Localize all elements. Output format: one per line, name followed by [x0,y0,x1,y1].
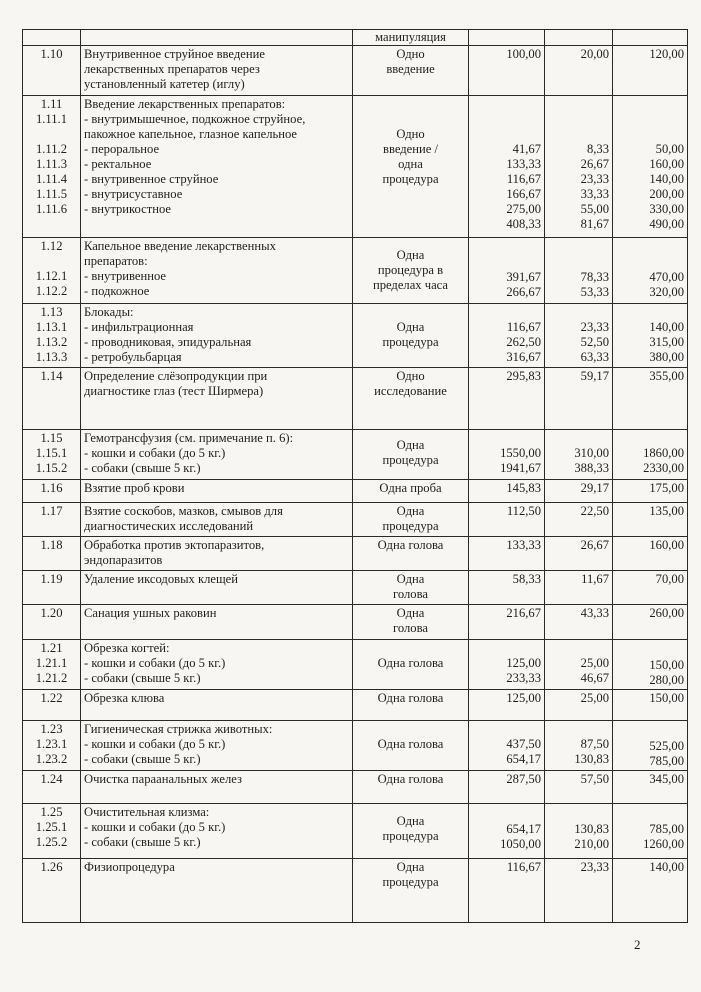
table-row [23,430,688,480]
vat-cell: 25,00 [545,690,613,721]
description-cell: Блокады: - инфильтрационная - проводниковая, эпидуральная - ретробульбарцая [81,304,353,368]
code-cell: 1.13 1.13.1 1.13.2 1.13.3 [23,304,81,368]
total-cell: 135,00 [613,503,688,537]
total-cell: 260,00 [613,605,688,640]
vat-cell: 87,50 130,83 [545,721,613,771]
vat-cell: 23,33 52,50 63,33 [545,304,613,368]
total-cell: 140,00 315,00 380,00 [613,304,688,368]
code-cell: 1.26 [23,859,81,923]
code-cell: 1.15 1.15.1 1.15.2 [23,430,81,480]
code-cell: 1.22 [23,690,81,721]
code-cell: 1.11 1.11.1 1.11.2 1.11.3 1.11.4 1.11.5 1.11.6 [23,96,81,238]
price-cell: 112,50 [469,503,545,537]
price-cell: 287,50 [469,771,545,804]
description-cell: Очистка параанальных желез [81,771,353,804]
vat-cell: 57,50 [545,771,613,804]
total-cell: 525,00 785,00 [613,721,688,771]
vat-cell: 59,17 [545,368,613,430]
price-cell: 437,50 654,17 [469,721,545,771]
code-cell: 1.17 [23,503,81,537]
code-cell: 1.19 [23,571,81,605]
code-cell: 1.25 1.25.1 1.25.2 [23,804,81,859]
unit-cell: Одна проба [353,480,469,503]
total-cell: 160,00 [613,537,688,571]
unit-cell: Одна голова [353,537,469,571]
table-row [23,721,688,771]
total-cell: 70,00 [613,571,688,605]
table-row [23,304,688,368]
table-row [23,571,688,605]
unit-cell: Одна голова [353,571,469,605]
unit-cell: Одна голова [353,640,469,690]
description-cell: Обрезка когтей: - кошки и собаки (до 5 кг.) - собаки (свыше 5 кг.) [81,640,353,690]
vat-cell: 23,33 [545,859,613,923]
total-cell: 175,00 [613,480,688,503]
total-cell: 140,00 [613,859,688,923]
table-row [23,46,688,96]
table-row [23,96,688,238]
unit-cell: Одно исследование [353,368,469,430]
unit-cell: Одна процедура [353,503,469,537]
unit-cell: Одно введение [353,46,469,96]
code-cell: 1.10 [23,46,81,96]
page-number: 2 [634,937,641,952]
price-cell: 116,67 [469,859,545,923]
vat-cell: 22,50 [545,503,613,537]
vat-cell: 310,00 388,33 [545,430,613,480]
description-cell: Введение лекарственных препаратов: - внутримышечное, подкожное струйное, пакожное капельное, глазное капельное - пероральное - ректальное - внутривенное струйное - внутрисуставное - внутрикостное [81,96,353,238]
vat-cell: 78,33 53,33 [545,238,613,304]
description-cell: Внутривенное струйное введение лекарственных препаратов через установленный катетер (иглу) [81,46,353,96]
price-cell: 100,00 [469,46,545,96]
description-cell: Очистительная клизма: - кошки и собаки (до 5 кг.) - собаки (свыше 5 кг.) [81,804,353,859]
price-cell: 125,00 [469,690,545,721]
table-row [23,605,688,640]
vat-cell: 130,83 210,00 [545,804,613,859]
price-cell: 391,67 266,67 [469,238,545,304]
description-cell: Удаление иксодовых клещей [81,571,353,605]
price-cell: 654,17 1050,00 [469,804,545,859]
code-cell: 1.24 [23,771,81,804]
unit-cell: Одна процедура в пределах часа [353,238,469,304]
unit-cell: Одна процедура [353,859,469,923]
price-cell: 133,33 [469,537,545,571]
table-row [23,238,688,304]
price-cell: 125,00 233,33 [469,640,545,690]
table-row [23,804,688,859]
description-cell: Взятие проб крови [81,480,353,503]
price-table [22,29,688,923]
code-cell: 1.20 [23,605,81,640]
table-row [23,368,688,430]
table-row [23,859,688,923]
code-cell: 1.14 [23,368,81,430]
price-cell: 116,67 262,50 316,67 [469,304,545,368]
total-cell: 150,00 280,00 [613,640,688,690]
code-cell: 1.12 1.12.1 1.12.2 [23,238,81,304]
table-row [23,640,688,690]
description-cell: Определение слёзопродукции при диагностике глаз (тест Ширмера) [81,368,353,430]
code-cell: 1.18 [23,537,81,571]
total-cell: 50,00 160,00 140,00 200,00 330,00 490,00 [613,96,688,238]
unit-cell: манипуляция [353,30,469,46]
description-cell: Капельное введение лекарственных препаратов: - внутривенное - подкожное [81,238,353,304]
table-row [23,537,688,571]
total-cell: 470,00 320,00 [613,238,688,304]
description-cell: Обрезка клюва [81,690,353,721]
vat-cell: 8,33 26,67 23,33 33,33 55,00 81,67 [545,96,613,238]
table-row [23,771,688,804]
description-cell: Санация ушных раковин [81,605,353,640]
unit-cell: Одна процедура [353,430,469,480]
vat-cell: 25,00 46,67 [545,640,613,690]
price-cell: 58,33 [469,571,545,605]
price-cell: 295,83 [469,368,545,430]
vat-cell: 29,17 [545,480,613,503]
table-row [23,503,688,537]
price-cell: 1550,00 1941,67 [469,430,545,480]
code-cell: 1.16 [23,480,81,503]
unit-cell: Одна голова [353,771,469,804]
table-row [23,480,688,503]
code-cell: 1.21 1.21.1 1.21.2 [23,640,81,690]
code-cell: 1.23 1.23.1 1.23.2 [23,721,81,771]
unit-cell: Одно введение / одна процедура [353,96,469,238]
description-cell: Гигиеническая стрижка животных: - кошки и собаки (до 5 кг.) - собаки (свыше 5 кг.) [81,721,353,771]
description-cell: Гемотрансфузия (см. примечание п. 6): - кошки и собаки (до 5 кг.) - собаки (свыше 5 кг.) [81,430,353,480]
unit-cell: Одна процедура [353,804,469,859]
vat-cell: 26,67 [545,537,613,571]
description-cell: Обработка против эктопаразитов, эндопаразитов [81,537,353,571]
description-cell: Физиопроцедура [81,859,353,923]
price-cell: 145,83 [469,480,545,503]
price-cell: 216,67 [469,605,545,640]
vat-cell: 11,67 [545,571,613,605]
table-row [23,690,688,721]
total-cell: 120,00 [613,46,688,96]
total-cell: 1860,00 2330,00 [613,430,688,480]
unit-cell: Одна голова [353,690,469,721]
total-cell: 345,00 [613,771,688,804]
total-cell: 785,00 1260,00 [613,804,688,859]
unit-cell: Одна процедура [353,304,469,368]
total-cell: 150,00 [613,690,688,721]
vat-cell: 20,00 [545,46,613,96]
vat-cell: 43,33 [545,605,613,640]
description-cell: Взятие соскобов, мазков, смывов для диагностических исследований [81,503,353,537]
price-cell: 41,67 133,33 116,67 166,67 275,00 408,33 [469,96,545,238]
table-row [23,30,688,46]
total-cell: 355,00 [613,368,688,430]
unit-cell: Одна голова [353,721,469,771]
unit-cell: Одна голова [353,605,469,640]
